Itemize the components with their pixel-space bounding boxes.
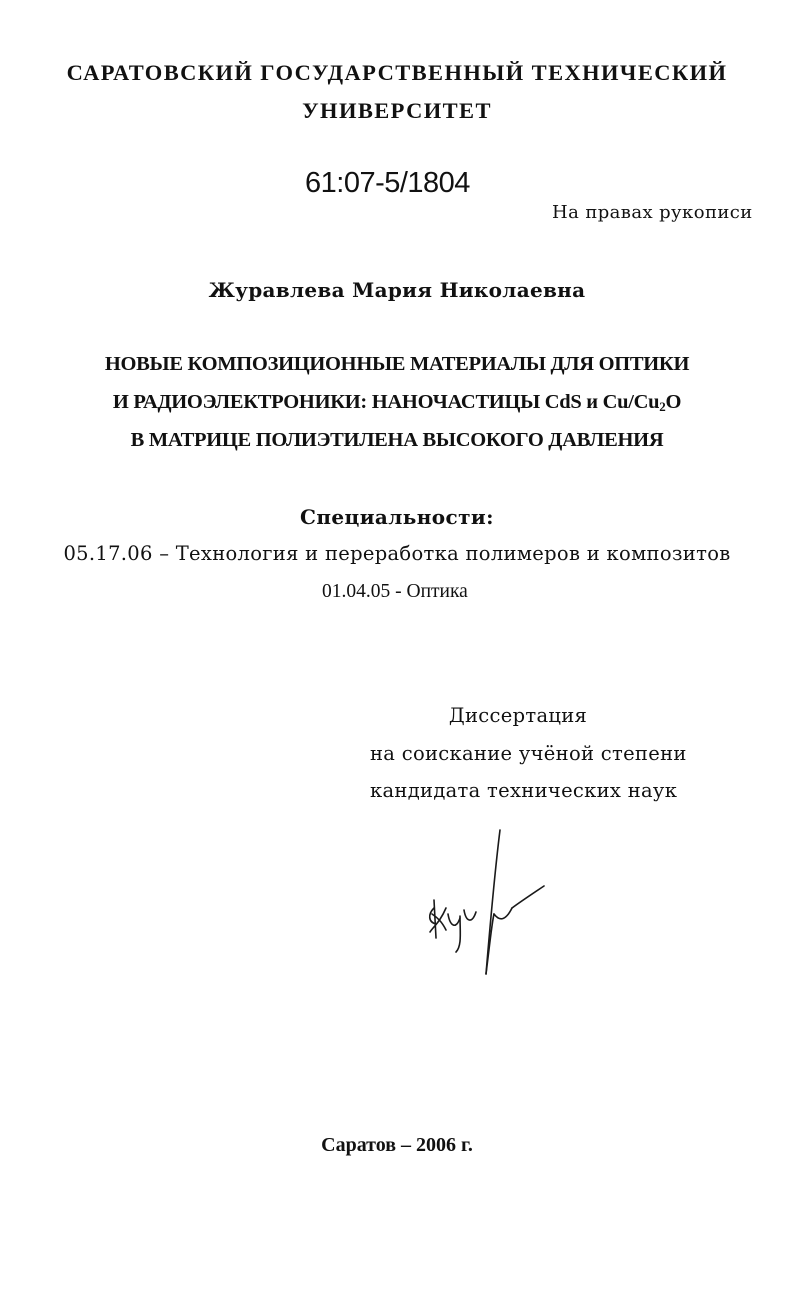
rights-note: На правах рукописи <box>552 202 753 223</box>
thesis-title-line3: В МАТРИЦЕ ПОЛИЭТИЛЕНА ВЫСОКОГО ДАВЛЕНИЯ <box>130 429 664 451</box>
thesis-title-line2-subscript: 2 <box>659 399 666 414</box>
handwritten-signature-icon <box>420 822 550 986</box>
thesis-title-line2-suffix: O <box>665 391 682 413</box>
thesis-title-line1: НОВЫЕ КОМПОЗИЦИОННЫЕ МАТЕРИАЛЫ ДЛЯ ОПТИКИ <box>104 353 690 375</box>
dissertation-line1: Диссертация <box>448 704 588 727</box>
specialty-item: 01.04.05 - Оптика <box>322 581 468 602</box>
thesis-title-line2-prefix: И РАДИОЭЛЕКТРОНИКИ: НАНОЧАСТИЦЫ CdS и Cu/Cu <box>112 391 660 413</box>
footer-place-year: Саратов – 2006 г. <box>321 1134 473 1156</box>
dissertation-line2: на соискание учёной степени <box>370 742 687 765</box>
specialties-heading: Специальности: <box>300 505 494 529</box>
thesis-title-line2 <box>0 391 794 414</box>
author-name: Журавлева Мария Николаевна <box>208 278 586 302</box>
university-name-line2: УНИВЕРСИТЕТ <box>302 98 492 123</box>
university-name-line1: САРАТОВСКИЙ ГОСУДАРСТВЕННЫЙ ТЕХНИЧЕСКИЙ <box>66 60 728 85</box>
specialty-item: 05.17.06 – Технология и переработка полимеров и композитов <box>63 542 731 565</box>
catalog-code: 61:07-5/1804 <box>305 167 470 199</box>
dissertation-line3: кандидата технических наук <box>370 779 678 802</box>
